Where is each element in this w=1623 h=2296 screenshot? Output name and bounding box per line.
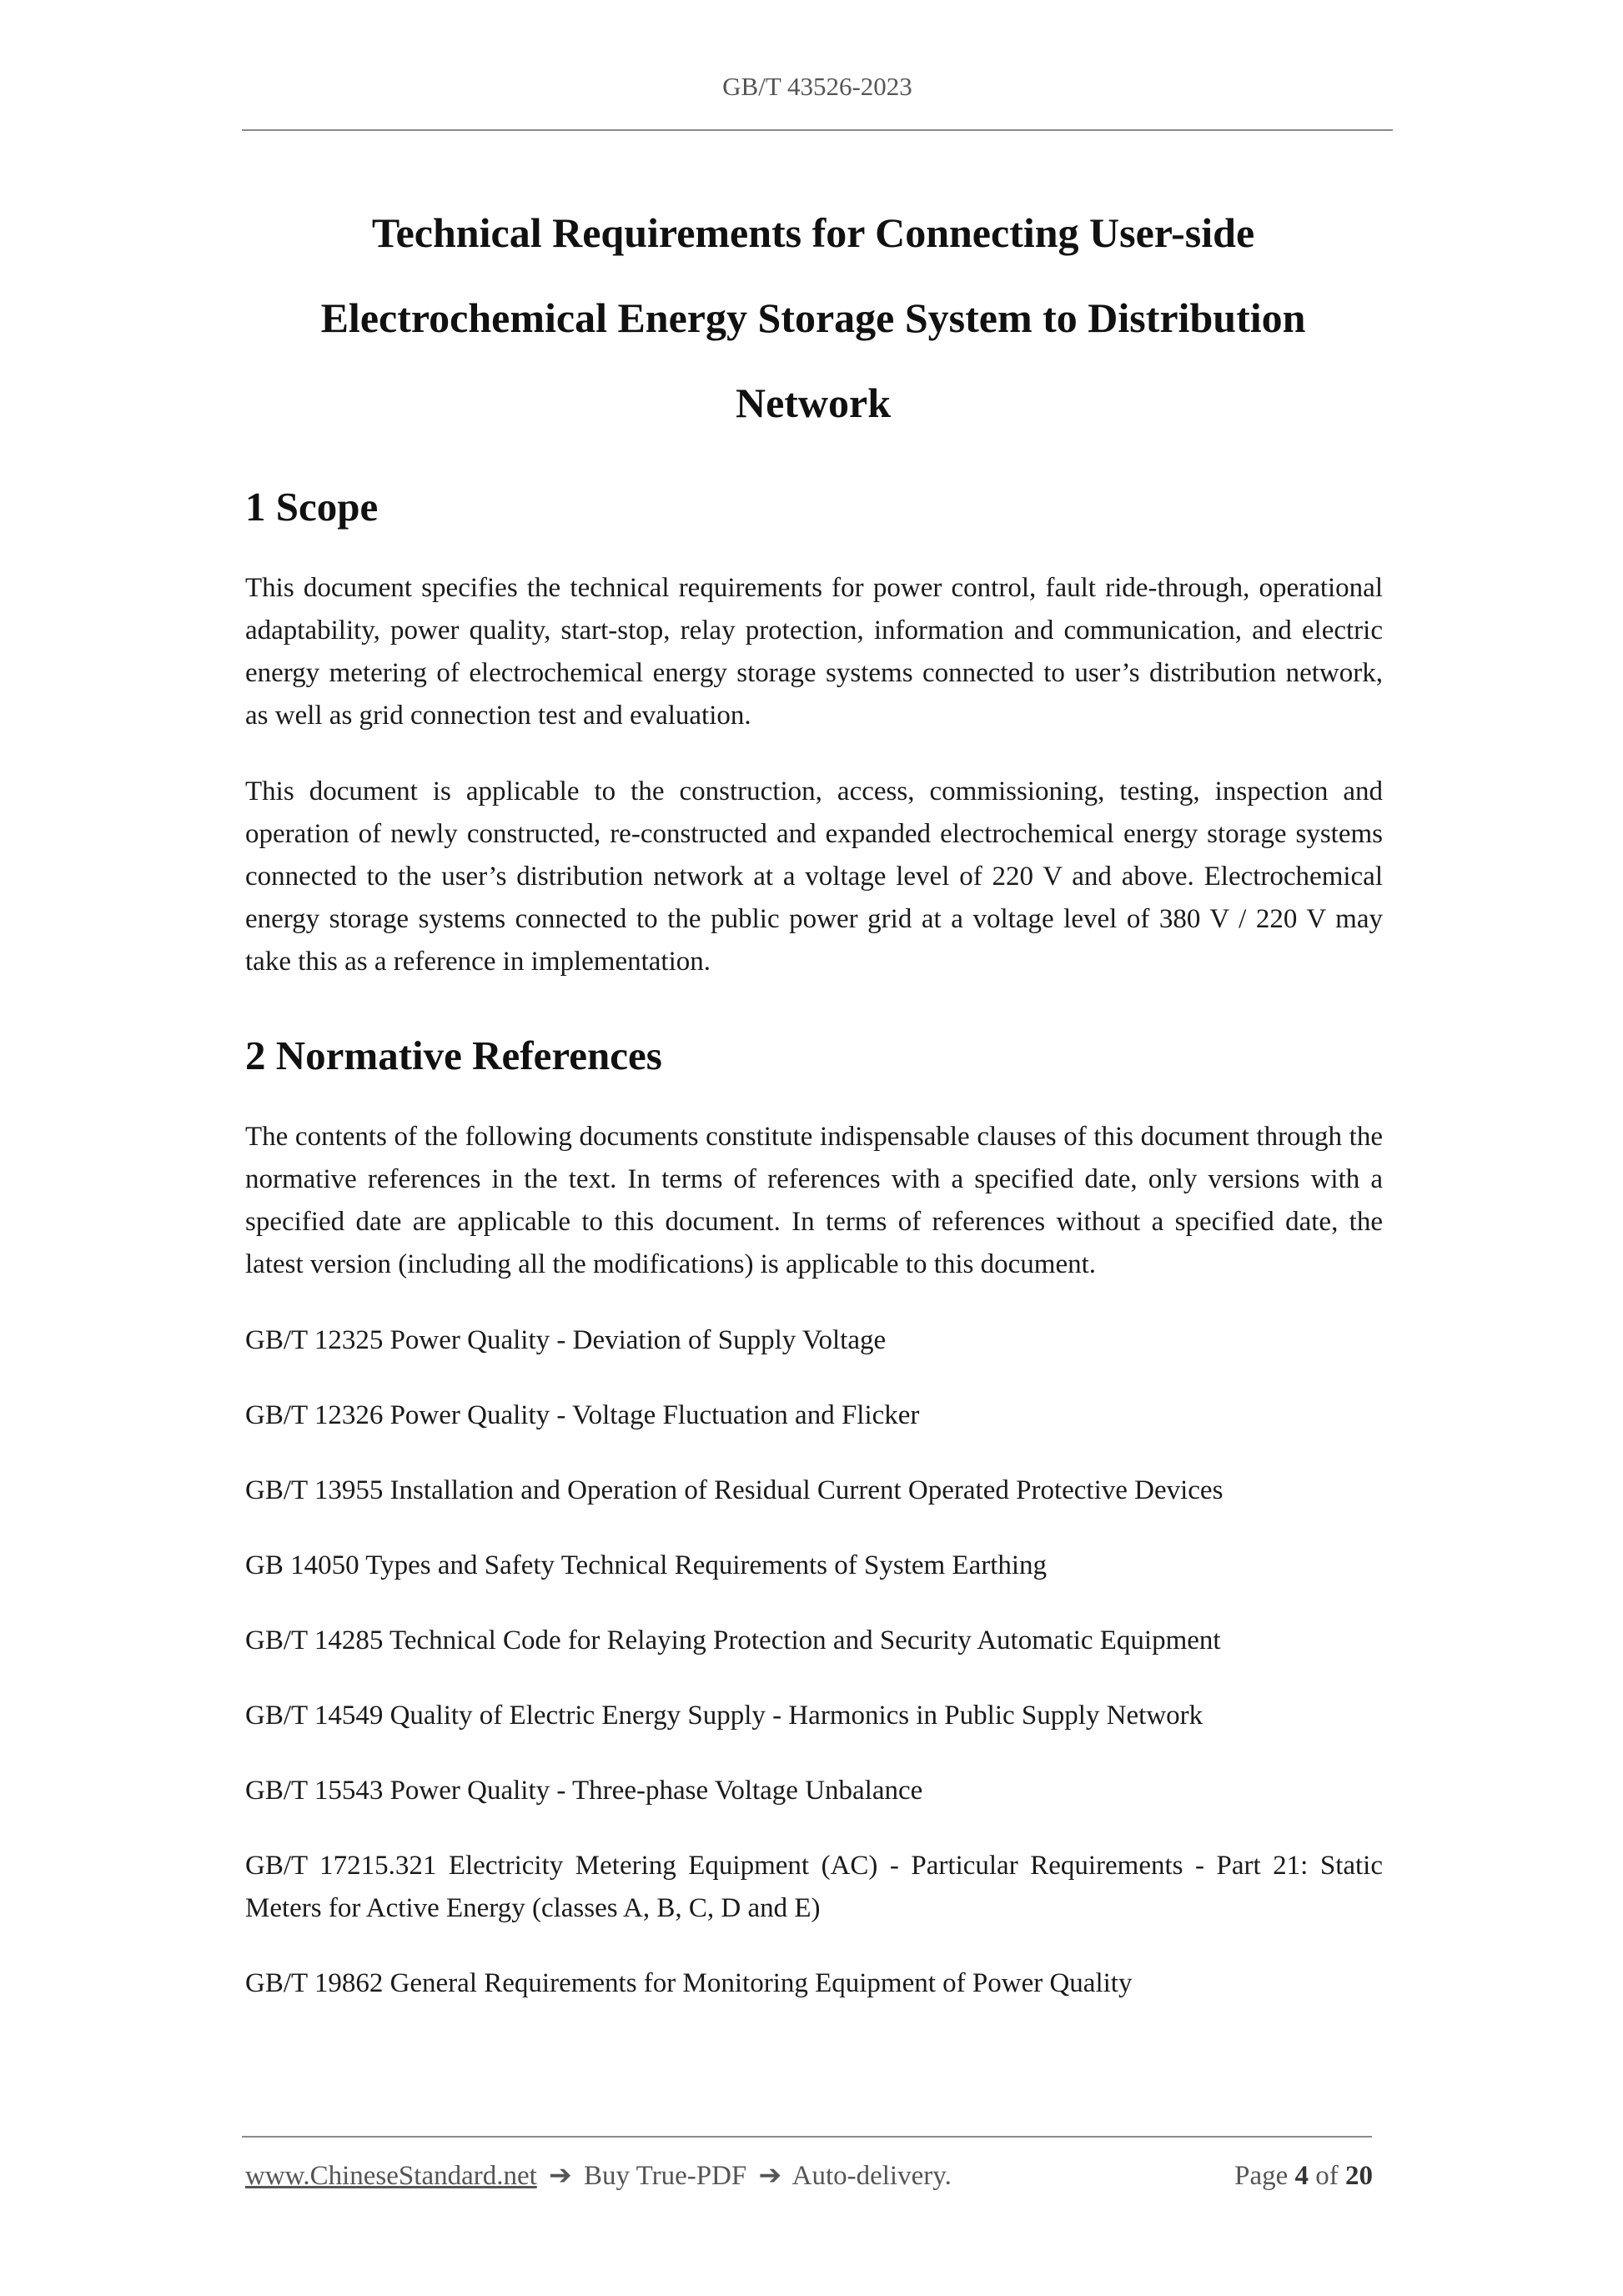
website-link[interactable]: www.ChineseStandard.net xyxy=(245,2161,537,2191)
total-page-number: 20 xyxy=(1345,2161,1373,2191)
title-line-1: Technical Requirements for Connecting User-side xyxy=(371,209,1255,256)
reference-item: GB/T 14285 Technical Code for Relaying Protection and Security Automatic Equipment xyxy=(245,1625,1221,1655)
right-arrow-icon: ➔ xyxy=(758,2161,782,2191)
of-label: of xyxy=(1315,2161,1339,2191)
reference-item: GB/T 14549 Quality of Electric Energy Supply - Harmonics in Public Supply Network xyxy=(245,1701,1203,1731)
scope-paragraph-1: This document specifies the technical requirements for power control, fault ride-through, operational adaptability, power quality, start-stop, relay protection, information and communication, and electric energy metering of electrochemical energy storage systems connected to user’s distribution network, as well as grid connection test and evaluation. xyxy=(245,573,1383,731)
document-body xyxy=(245,480,1383,2037)
reference-item: GB/T 19862 General Requirements for Monitoring Equipment of Power Quality xyxy=(245,1968,1133,1998)
title-line-2: Electrochemical Energy Storage System to Distribution xyxy=(320,294,1306,341)
footer-promo xyxy=(245,2158,952,2192)
reference-item: GB/T 13955 Installation and Operation of Residual Current Operated Protective Devices xyxy=(245,1475,1224,1505)
reference-item: GB/T 12325 Power Quality - Deviation of Supply Voltage xyxy=(245,1325,887,1355)
reference-item: GB 14050 Types and Safety Technical Requirements of System Earthing xyxy=(245,1550,1048,1580)
current-page-number: 4 xyxy=(1294,2161,1309,2191)
document-title xyxy=(242,190,1384,445)
reference-item: GB/T 15543 Power Quality - Three-phase Voltage Unbalance xyxy=(245,1776,923,1806)
right-arrow-icon: ➔ xyxy=(549,2161,572,2191)
page-label: Page xyxy=(1234,2161,1289,2191)
reference-item: GB/T 12326 Power Quality - Voltage Fluctuation and Flicker xyxy=(245,1400,920,1430)
running-header: GB/T 43526-2023 xyxy=(722,72,912,101)
section-heading-scope: 1 Scope xyxy=(245,484,379,530)
references-intro-paragraph: The contents of the following documents constitute indispensable clauses of this document through the normative references in the text. In terms of references with a specified date, only versions with a specified date are applicable to this document. In terms of references without a specified date, the latest version (including all the modifications) is applicable to this document. xyxy=(245,1122,1383,1279)
auto-delivery-text: Auto-delivery. xyxy=(791,2161,952,2191)
header-divider xyxy=(242,129,1393,131)
page-footer xyxy=(245,2158,1373,2192)
scope-paragraph-2: This document is applicable to the construction, access, commissioning, testing, inspection and operation of newly constructed, re-constructed and expanded electrochemical energy storage systems connected to the user’s distribution network at a voltage level of 220 V and above. Electrochemical energy storage systems connected to the public power grid at a voltage level of 380 V / 220 V may take this as a reference in implementation. xyxy=(245,776,1383,977)
page-number xyxy=(1234,2161,1373,2192)
footer-divider xyxy=(242,2136,1372,2138)
title-line-3: Network xyxy=(735,379,892,426)
section-heading-normative-references: 2 Normative References xyxy=(245,1032,662,1078)
buy-true-pdf-text: Buy True-PDF xyxy=(583,2161,747,2191)
reference-item: GB/T 17215.321 Electricity Metering Equipment (AC) - Particular Requirements - Part 21: Static Meters for Active Energy (classes A, B, C, D and E) xyxy=(245,1851,1383,1923)
